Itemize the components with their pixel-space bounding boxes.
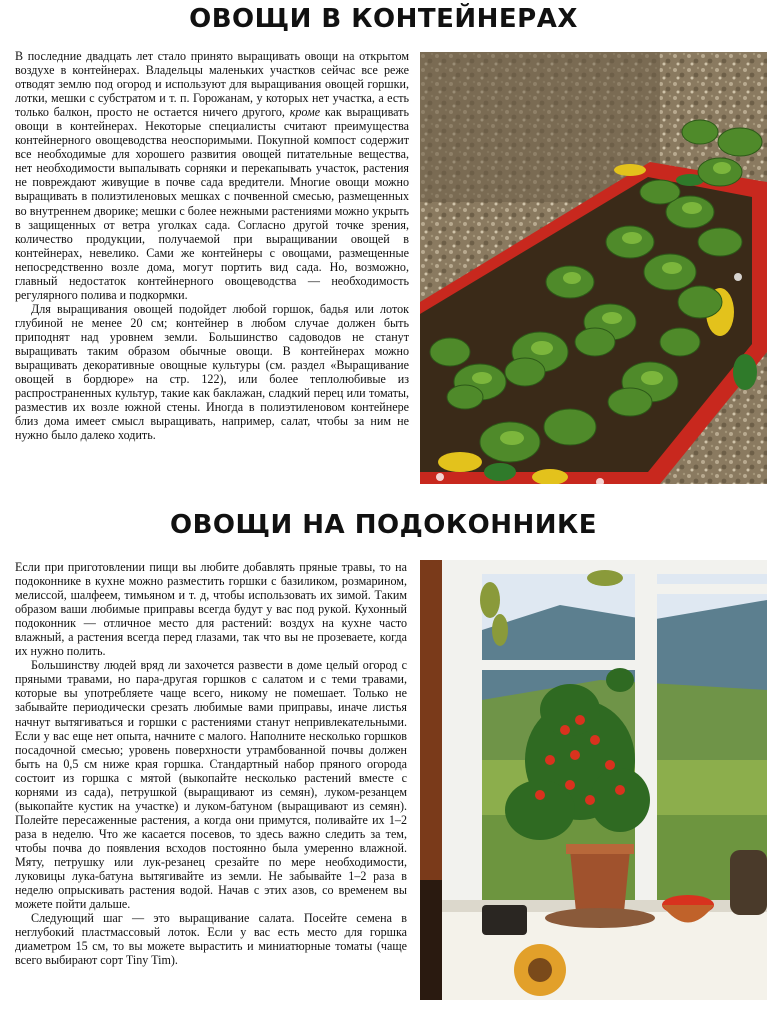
section-title-windowsill: ОВОЩИ НА ПОДОКОННИКЕ bbox=[169, 510, 597, 540]
emphasis-text: кроме bbox=[289, 105, 321, 120]
article-text-windowsill bbox=[15, 560, 407, 967]
photo-tomato-on-windowsill bbox=[420, 560, 767, 1000]
text-span: В последние двадцать лет стало принято выращивать овощи на открытом воздухе в контейнерах. Владельцы маленьких участков сейчас все реже отводят землю под огород и используют для выращивания овощей горшки, лотки, мешки с субстратом и т. п. Горожанам, у которых нет участка, а есть только балкон, просто не остается ничего другого, bbox=[15, 49, 409, 120]
paragraph: Большинству людей вряд ли захочется развести в доме целый огород с пряными травами, но пара-другая горшков с салатом и с теми травами, которые вы употребляете чаще всего, никому не помешает. Только не забывайте периодически срезать любимые вами приправы, иначе листья начнут вытягиваться и горшки с растениями станут непривлекательными. Если у вас еще нет опыта, начните с малого. Наполните несколько горшков посадочной смесью; уровень поверхности утрамбованной почвы должен быть на 0,5 см ниже края горшка. Стандартный набор пряного огорода состоит из горшка с мятой (выкопайте несколько растений вместе с корнями из сада), петрушкой (выращивают из семян), луком-резанцем (выкопайте кустик на участке) и луком-батуном (выращивают из семян). Полейте пересаженные растения, а когда они примутся, поливайте их 1–2 раза в неделю. Что же касается посевов, то здесь важно следить за тем, чтобы почва до появления всходов постоянно была умеренно влажной. Мяту, петрушку или лук-резанец срезайте по мере необходимости, луковицы лука-батуна вытягивайте из земли. Не забывайте 1–2 раза в неделю опрыскивать растения водой. Начав с этих азов, со временем вы можете пойти дальше. bbox=[15, 658, 407, 912]
text-span: как выращивать овощи в контейнерах. Некоторые специалисты считают преимущества контейнерного овощеводства неоспоримыми. Покупной компост содержит все необходимые для хорошего развития овощей питательные вещества, нет необходимости выпалывать сорняки и перекапывать участок, растения не повреждают живущие в почве сада вредители. Многие овощи можно выращивать в полиэтиленовых мешках с почвенной смесью, размещенных во внутреннем дворике; мешки с более нежными растениями можно укрыть в защищенных от ветра уголках сада. Согласно другой точке зрения, количество продукции, получаемой при выращивании овощей в контейнерах, невелико. Сами же контейнеры с овощами, размещенные непосредственно возле дома, могут портить вид сада. Но, возможно, главный недостаток контейнерного овощеводства — необходимость регулярного полива и подкормки. bbox=[15, 105, 409, 302]
paragraph: Если при приготовлении пищи вы любите добавлять пряные травы, то на подоконнике в кухне можно разместить горшки с базиликом, розмарином, мелиссой, шалфеем, тимьяном и т. д, чтобы использовать их зимой. Таким образом ваши любимые приправы всегда будут у вас под рукой. Кухонный подоконник — отличное место для растений: воздух на кухне часто влажный, а растения всегда перед глазами, так что вы не прозеваете, когда их нужно полить. bbox=[15, 560, 407, 659]
section-title-containers: ОВОЩИ В КОНТЕЙНЕРАХ bbox=[189, 4, 578, 34]
paragraph: Следующий шаг — это выращивание салата. Посейте семена в неглубокий пластмассовый лоток. Если у вас есть место для горшка диаметром 15 см, то вы можете вырастить и миниатюрные томаты (чаще всего выбирают сорт Tiny Tim). bbox=[15, 911, 407, 968]
paragraph bbox=[15, 49, 409, 302]
article-text-containers bbox=[15, 49, 409, 442]
photo-lettuce-in-container-bag bbox=[420, 52, 767, 484]
paragraph: Для выращивания овощей подойдет любой горшок, бадья или лоток глубиной не менее 20 см; контейнер в любом случае должен быть приподнят над уровнем земли. Большинство садоводов не станут выращивать таким образом обычные овощи. В контейнерах можно выращивать декоративные овощные культуры (см. раздел «Выращивание овощей в бордюре» на стр. 122), или более теплолюбивые из распространенных культур, такие как баклажан, сладкий перец или томаты, разместив их возле южной стены. Иногда в полиэтиленовом контейнере близ дома имеет смысл выращивать, например, салат, чтобы за ним не нужно было далеко ходить. bbox=[15, 301, 409, 443]
